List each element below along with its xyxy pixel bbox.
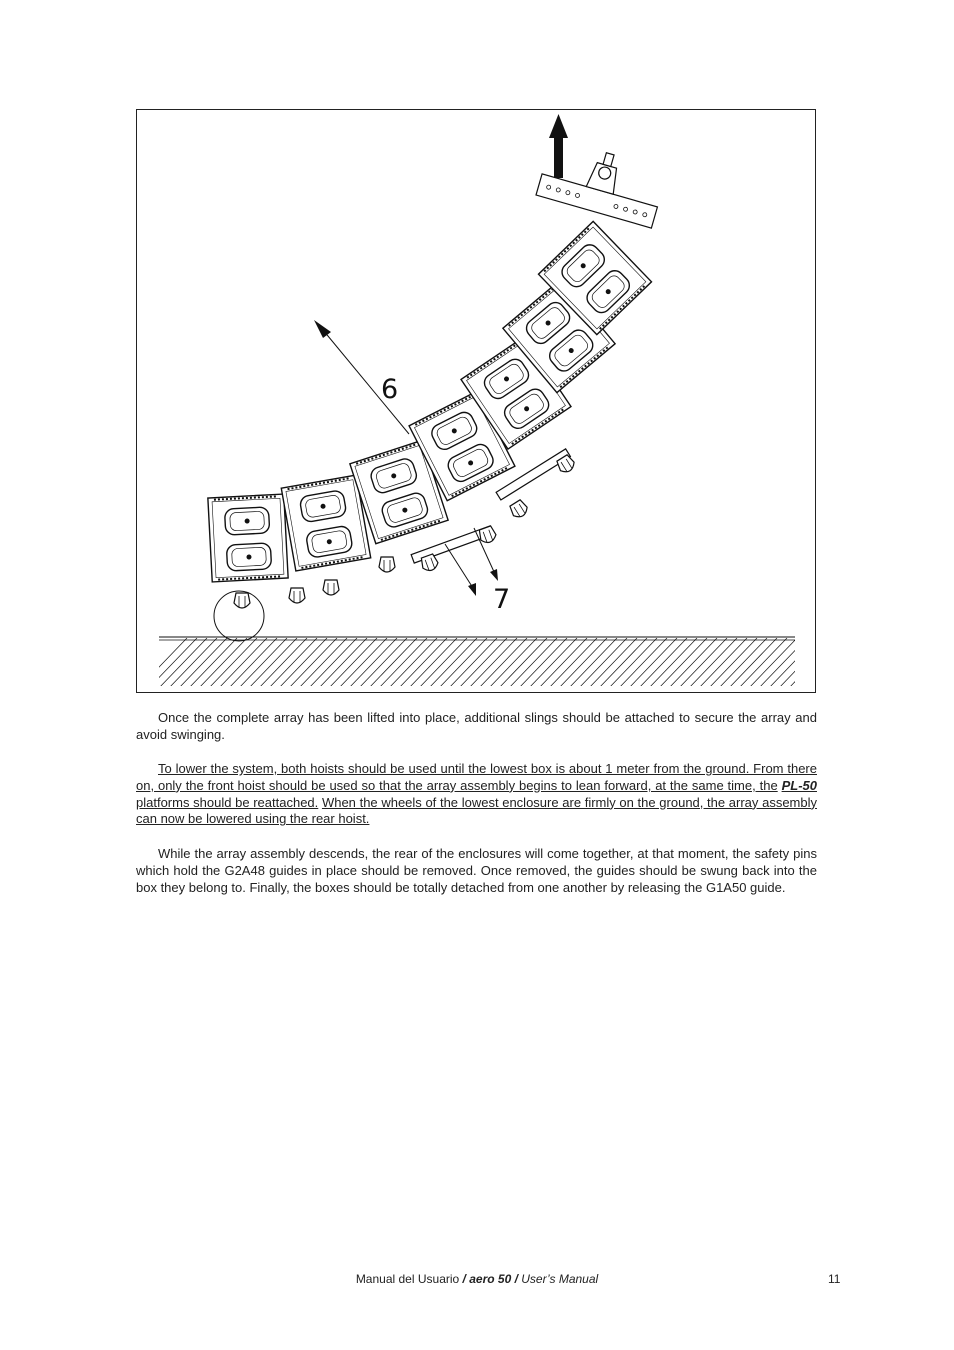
footer-separator: /: [459, 1272, 470, 1286]
footer-product: aero 50: [469, 1272, 512, 1286]
footer-english-title: User’s Manual: [521, 1272, 599, 1286]
paragraph-lower-text-b: platforms should be reattached.: [136, 794, 319, 810]
footer-separator: /: [511, 1272, 522, 1286]
rigging-figure: [136, 109, 816, 693]
caster-icon: [289, 588, 305, 603]
array-lowering-illustration: [137, 110, 816, 693]
caster-icon: [234, 593, 250, 608]
paragraph-lift-text: Once the complete array has been lifted into place, additional slings should be attached to secure the array and avoid swinging.: [136, 710, 817, 742]
ground: [137, 637, 816, 690]
caster-icon: [379, 557, 395, 572]
paragraph-descend-text: While the array assembly descends, the rear of the enclosures will come together, at that moment, the safety pins which hold the G2A48 guides in place should be removed. Once removed, the guides should be swung back into the box they belong to. Finally, the boxes should be totally detached from one another by releasing the G1A50 guide.: [136, 846, 817, 895]
label-6: 6: [381, 374, 399, 405]
label-7: 7: [493, 584, 511, 615]
caster-icon: [323, 580, 339, 595]
enclosure-8: [208, 494, 288, 582]
paragraph-lower-text-a: To lower the system, both hoists should be used until the lowest box is about 1 meter from the ground. From there on, only the front hoist should be used so that the array assembly begins to lean forward, at the same time, the: [136, 761, 817, 793]
paragraph-lower-text-c: When the wheels of the lowest enclosure are firmly on the ground, the array assembly can now be lowered using the rear hoist.: [136, 794, 817, 827]
footer-spanish-title: Manual del Usuario: [355, 1272, 460, 1286]
page-number: 11: [828, 1272, 841, 1286]
lift-arrow-icon: [549, 114, 568, 178]
enclosure-7: [281, 475, 370, 571]
footer-title: [0, 1272, 954, 1286]
platform-1: [411, 525, 497, 573]
platform-model: PL-50: [781, 777, 817, 793]
paragraph-lower: [136, 761, 817, 828]
paragraph-descend: [136, 846, 817, 896]
paragraph-lift: [136, 710, 817, 744]
